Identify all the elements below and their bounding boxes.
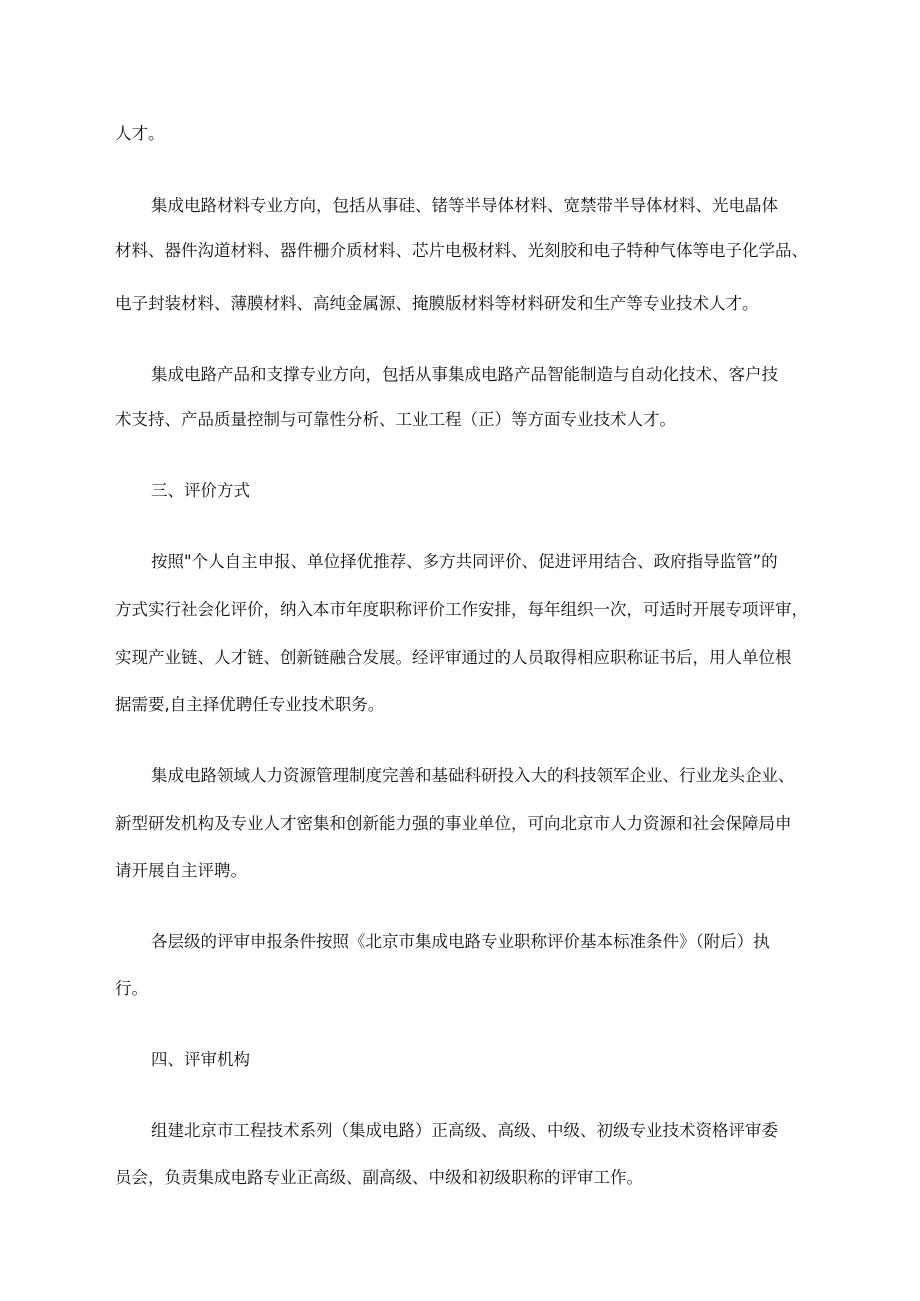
paragraph-evaluation-line-3: 实现产业链、人才链、创新链融合发展。经评审通过的人员取得相应职称证书后，用人单位根 bbox=[115, 648, 792, 667]
paragraph-materials-line-3: 电子封装材料、薄膜材料、高纯金属源、掩膜版材料等材料研发和生产等专业技术人才。 bbox=[115, 294, 759, 313]
paragraph-materials-line-2: 材料、器件沟道材料、器件栅介质材料、芯片电极材料、光刻胶和电子特种气体等电子化学品、 bbox=[115, 241, 808, 260]
paragraph-products-line-1: 集成电路产品和支撑专业方向，包括从事集成电路产品智能制造与自动化技术、客户技 bbox=[151, 365, 778, 384]
section-heading-review-body: 四、评审机构 bbox=[151, 1050, 250, 1069]
paragraph-materials-line-1: 集成电路材料专业方向，包括从事硅、锗等半导体材料、宽禁带半导体材料、光电晶体 bbox=[151, 196, 778, 215]
paragraph-standards-line-2: 行。 bbox=[115, 979, 148, 998]
section-heading-evaluation-method: 三、评价方式 bbox=[151, 481, 250, 500]
paragraph-evaluation-line-1: 按照"个人自主申报、单位择优推荐、多方共同评价、促进评用结合、政府指导监管”的 bbox=[151, 552, 778, 571]
paragraph-committee-line-1: 组建北京市工程技术系列（集成电路）正高级、高级、中级、初级专业技术资格评审委 bbox=[151, 1121, 778, 1140]
paragraph-standards-line-1: 各层级的评审申报条件按照《北京市集成电路专业职称评价基本标准条件》（附后）执 bbox=[151, 932, 770, 951]
text-line-talent-end: 人才。 bbox=[115, 124, 165, 143]
paragraph-independent-line-3: 请开展自主评聘。 bbox=[115, 861, 247, 880]
paragraph-independent-line-1: 集成电路领域人力资源管理制度完善和基础科研投入大的科技领军企业、行业龙头企业、 bbox=[151, 766, 795, 785]
paragraph-products-line-2: 术支持、产品质量控制与可靠性分析、工业工程（正）等方面专业技术人才。 bbox=[115, 410, 676, 429]
paragraph-evaluation-line-2: 方式实行社会化评价，纳入本市年度职称评价工作安排，每年组织一次，可适时开展专项评审， bbox=[115, 600, 808, 619]
paragraph-independent-line-2: 新型研发机构及专业人才密集和创新能力强的事业单位，可向北京市人力资源和社会保障局申 bbox=[115, 814, 792, 833]
paragraph-evaluation-line-4: 据需要,自主择优聘任专业技术职务。 bbox=[115, 695, 385, 714]
paragraph-committee-line-2: 员会，负责集成电路专业正高级、副高级、中级和初级职称的评审工作。 bbox=[115, 1168, 643, 1187]
